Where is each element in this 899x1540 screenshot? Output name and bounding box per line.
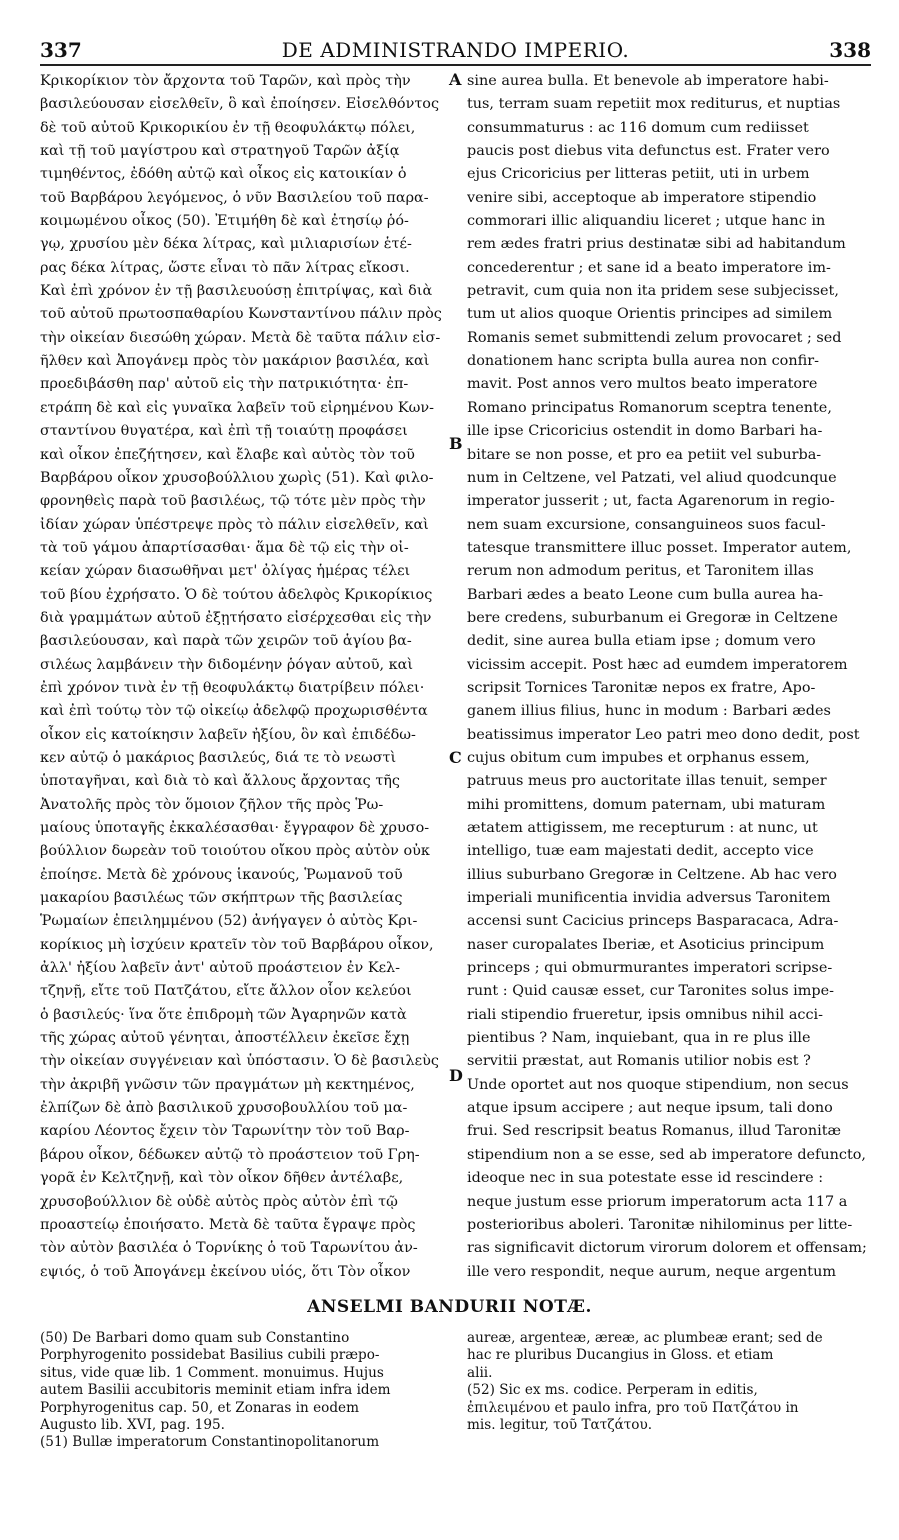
greek-text-column bbox=[40, 70, 448, 1284]
latin-text-line: ætatem attigissem, me recepturum : at nunc, ut bbox=[467, 820, 818, 836]
latin-text-line: bitare se non posse, et pro ea petiit vel suburba- bbox=[467, 446, 822, 463]
latin-text-line: tum ut alios quoque Orientis principes ad similem bbox=[467, 306, 833, 323]
latin-text-line: scripsit Tornices Taronitæ nepos ex fratre, Apo- bbox=[467, 679, 816, 696]
latin-text-line: Unde oportet aut nos quoque stipendium, non secus bbox=[467, 1076, 849, 1093]
greek-text-line: σταντίνου θυγατέρα, καὶ ἐπὶ τῇ τοιαύτῃ προφάσει bbox=[40, 423, 408, 440]
greek-text-line: βάρου οἶκον, δέδωκεν αὐτῷ τὸ προάστειον τοῦ Γρη- bbox=[40, 1146, 420, 1163]
running-header bbox=[40, 38, 871, 66]
greek-text-line: ρας δέκα λίτρας, ὥστε εἶναι τὸ πᾶν λίτρας εἴκοσι. bbox=[40, 259, 410, 276]
footnotes-left-column bbox=[40, 1330, 452, 1452]
footnote-line: (51) Bullæ imperatorum Constantinopolitanorum bbox=[40, 1434, 380, 1451]
greek-text-line: βασιλεύουσαν εἰσελθεῖν, ὃ καὶ ἐποίησεν. Εἰσελθόντος bbox=[40, 96, 440, 113]
greek-text-line: διὰ γραμμάτων αὐτοῦ ἐξῃτήσατο εἰσέρχεσθαι εἰς τὴν bbox=[40, 609, 432, 626]
greek-text-line: καὶ τῇ τοῦ μαγίστρου καὶ στρατηγοῦ Ταρῶν ἀξίᾳ bbox=[40, 143, 400, 160]
latin-text-line: paucis post diebus vita defunctus est. Frater vero bbox=[467, 143, 830, 160]
greek-text-line: ἐλπίζων δὲ ἀπὸ βασιλικοῦ χρυσοβουλλίου τοῦ μα- bbox=[40, 1100, 408, 1117]
latin-text-line: tatesque transmittere illuc posset. Imperator autem, bbox=[467, 539, 852, 556]
greek-text-line: σιλέως λαμβάνειν τὴν διδομένην ῥόγαν αὐτοῦ, καὶ bbox=[40, 656, 413, 673]
greek-text-line: προαστείῳ ἐποιήσατο. Μετὰ δὲ ταῦτα ἔγραψε πρὸς bbox=[40, 1216, 416, 1233]
footnote-line: mis. legitur, τοῦ Τατζάτου. bbox=[467, 1417, 653, 1434]
latin-text-line: petravit, cum quia non ita pridem sese subjecisset, bbox=[467, 283, 839, 300]
margin-marker-a: A bbox=[449, 70, 462, 89]
footnote-line: Augusto lib. XVI, pag. 195. bbox=[40, 1417, 225, 1434]
greek-text-line: τοῦ βίου ἐχρήσατο. Ὁ δὲ τούτου ἀδελφὸς Κρικορίκιος bbox=[40, 586, 433, 603]
latin-text-line: mihi promittens, domum paternam, ubi maturam bbox=[467, 796, 826, 813]
greek-text-line: ἰδίαν χώραν ὑπέστρεψε πρὸς τὸ πάλιν εἰσελθεῖν, καὶ bbox=[40, 516, 429, 533]
greek-text-line: γορᾶ ἐν Κελτζηνῇ, καὶ τὸν οἶκον δῆθεν ἀντέλαβε, bbox=[40, 1170, 404, 1187]
latin-text-line: venire sibi, acceptoque ab imperatore stipendio bbox=[467, 189, 817, 206]
greek-text-line: ὁ βασιλεύς· ἵνα ὅτε ἐπιδρομὴ τῶν Ἀγαρηνῶν κατὰ bbox=[40, 1006, 407, 1023]
greek-text-line: τὴν ἀκριβῆ γνῶσιν τῶν πραγμάτων μὴ κεκτημένος, bbox=[40, 1076, 415, 1093]
latin-text-line: ejus Cricoricius per litteras petiit, uti in urbem bbox=[467, 166, 810, 183]
latin-text-line: rerum non admodum peritus, et Taronitem illas bbox=[467, 563, 814, 580]
latin-text-line: naser curopalates Iberiæ, et Asoticius principum bbox=[467, 936, 825, 953]
greek-text-line: εψιός, ὁ τοῦ Ἀπογάνεμ ἐκείνου υἱός, ὅτι Τὸν οἶκον bbox=[40, 1263, 411, 1280]
footnote-line: hac re pluribus Ducangius in Gloss. et etiam bbox=[467, 1347, 774, 1364]
greek-text-line: κεν αὐτῷ ὁ μακάριος βασιλεύς, διά τε τὸ νεωστὶ bbox=[40, 749, 397, 766]
latin-text-line: mavit. Post annos vero multos beato imperatore bbox=[467, 376, 818, 393]
latin-text-line: ras significavit dictorum virorum dolorem et offensam; bbox=[467, 1240, 867, 1257]
latin-text-line: ganem illius filius, hunc in modum : Barbari ædes bbox=[467, 703, 831, 720]
latin-text-line: neque justum esse priorum imperatorum acta 117 a bbox=[467, 1193, 848, 1210]
greek-text-line: κορίκιος μὴ ἰσχύειν κρατεῖν τὸν τοῦ Βαρβάρου οἶκον, bbox=[40, 936, 434, 953]
latin-text-line: patruus meus pro auctoritate illas tenuit, semper bbox=[467, 773, 827, 790]
latin-text-line: imperiali munificentia invidia adversus Taronitem bbox=[467, 890, 831, 907]
latin-text-line: stipendium non a se esse, sed ab imperatore defuncto, bbox=[467, 1146, 867, 1163]
greek-text-line: βούλλιον δωρεὰν τοῦ τοιούτου οἴκου πρὸς αὐτὸν οὐκ bbox=[40, 843, 430, 860]
latin-text-line: donationem hanc scripta bulla aurea non confir- bbox=[467, 353, 819, 370]
latin-text-line: commorari illic aliquandiu liceret ; utque hanc in bbox=[467, 213, 826, 230]
greek-text-line: χρυσοβούλλιον δὲ οὐδὲ αὐτὸς πρὸς αὐτὸν ἐπὶ τῷ bbox=[40, 1193, 398, 1210]
latin-text-line: rem ædes fratri prius destinatæ sibi ad habitandum bbox=[467, 236, 846, 253]
greek-text-line: τῆς χώρας αὐτοῦ γένηται, ἀποστέλλειν ἐκεῖσε ἔχῃ bbox=[40, 1030, 410, 1047]
greek-text-line: Καὶ ἐπὶ χρόνον ἐν τῇ βασιλευούσῃ ἐπιτρίψας, καὶ διὰ bbox=[40, 283, 433, 300]
header-rule bbox=[40, 64, 871, 66]
greek-text-line: ἐποίησε. Μετὰ δὲ χρόνους ἱκανούς, Ῥωμανοῦ τοῦ bbox=[40, 866, 403, 883]
latin-text-line: ideoque nec in sua potestate esse id rescindere : bbox=[467, 1170, 824, 1187]
greek-text-line: τοῦ Βαρβάρου λεγόμενος, ὁ νῦν Βασιλείου τοῦ παρα- bbox=[40, 189, 429, 206]
latin-text-line: Barbari ædes a beato Leone cum bulla aurea ha- bbox=[467, 586, 824, 603]
footnote-line: ἐπιλειμένου et paulo infra, pro τοῦ Πατζάτου in bbox=[467, 1399, 799, 1416]
latin-text-line: riali stipendio frueretur, ipsis omnibus nihil acci- bbox=[467, 1006, 824, 1023]
latin-text-line: tus, terram suam repetiit mox rediturus, et nuptias bbox=[467, 96, 841, 113]
latin-text-line: cujus obitum cum impubes et orphanus essem, bbox=[467, 749, 810, 766]
latin-text-line: bere credens, suburbanum ei Gregoræ in Celtzene bbox=[467, 609, 838, 626]
footnotes-right-column bbox=[467, 1330, 867, 1434]
margin-marker-d: D bbox=[449, 1066, 463, 1085]
greek-text-line: Ῥωμαίων ἐπειλημμένου (52) ἀνήγαγεν ὁ αὐτὸς Κρι- bbox=[40, 913, 418, 930]
margin-marker-b: B bbox=[449, 434, 463, 453]
latin-text-line: pientibus ? Nam, inquiebant, qua in re plus ille bbox=[467, 1030, 811, 1047]
greek-text-line: ἀλλ' ἠξίου λαβεῖν ἀντ' αὐτοῦ προάστειον ἐν Κελ- bbox=[40, 960, 401, 977]
latin-text-line: imperator jusserit ; ut, facta Agarenorum in regio- bbox=[467, 493, 835, 510]
greek-text-line: ῆλθεν καὶ Ἀπογάνεμ πρὸς τὸν μακάριον βασιλέα, καὶ bbox=[40, 353, 430, 370]
greek-text-line: Βαρβάρου οἶκον χρυσοβούλλιου χωρὶς (51). Καὶ φιλο- bbox=[40, 469, 434, 486]
latin-text-line: posterioribus aboleri. Taronitæ nihilominus per litte- bbox=[467, 1216, 853, 1233]
greek-text-line: τὰ τοῦ γάμου ἀπαρτίσασθαι· ἅμα δὲ τῷ εἰς τὴν οἰ- bbox=[40, 539, 409, 556]
greek-text-line: τὴν οἰκείαν διεσώθη χώραν. Μετὰ δὲ ταῦτα πάλιν εἰσ- bbox=[40, 329, 441, 346]
latin-text-line: illius suburbano Gregoræ in Celtzene. Ab hac vero bbox=[467, 866, 837, 883]
latin-text-line: beatissimus imperator Leo patri meo dono dedit, post bbox=[467, 726, 860, 743]
latin-text-line: Romanis semet submittendi zelum provocaret ; sed bbox=[467, 329, 842, 346]
footnote-line: (50) De Barbari domo quam sub Constantino bbox=[40, 1330, 350, 1346]
greek-text-line: τιμηθέντος, ἐδόθη αὐτῷ καὶ οἶκος εἰς κατοικίαν ὁ bbox=[40, 166, 407, 183]
greek-text-line: μαίους ὑποταγῆς ἐκκαλέσασθαι· ἔγγραφον δὲ χρυσο- bbox=[40, 820, 430, 836]
latin-text-line: servitii præstat, aut Romanis utilior nobis est ? bbox=[467, 1053, 811, 1070]
greek-text-line: τζηνῇ, εἴτε τοῦ Πατζάτου, εἴτε ἄλλον οἷον κελεύοι bbox=[40, 983, 412, 1000]
latin-text-column bbox=[467, 70, 867, 1284]
latin-text-line: princeps ; qui obmurmurantes imperatori scripse- bbox=[467, 960, 833, 977]
greek-text-line: τὸν αὐτὸν βασιλέα ὁ Τορνίκης ὁ τοῦ Ταρωνίτου ἀν- bbox=[40, 1240, 418, 1257]
footnote-line: Porphyrogenito possidebat Basilius cubili præpo- bbox=[40, 1347, 380, 1364]
greek-text-line: ὑποταγῆναι, καὶ διὰ τὸ καὶ ἄλλους ἄρχοντας τῆς bbox=[40, 773, 400, 790]
greek-text-line: καρίου Λέοντος ἔχειν τὸν Ταρωνίτην τὸν τοῦ Βαρ- bbox=[40, 1123, 410, 1140]
latin-text-line: ille vero respondit, neque aurum, neque argentum bbox=[467, 1263, 836, 1280]
latin-text-line: frui. Sed rescripsit beatus Romanus, illud Taronitæ bbox=[467, 1123, 842, 1140]
footnote-line: aureæ, argenteæ, æreæ, ac plumbeæ erant; sed de bbox=[467, 1330, 823, 1346]
latin-text-line: nem suam excursione, consanguineos suos facul- bbox=[467, 516, 826, 533]
latin-text-line: consummaturus : ac 116 domum cum rediisset bbox=[467, 119, 809, 136]
greek-text-line: Κρικορίκιον τὸν ἄρχοντα τοῦ Ταρῶν, καὶ πρὸς τὴν bbox=[40, 73, 411, 89]
greek-text-line: βασιλεύουσαν, καὶ παρὰ τῶν χειρῶν τοῦ ἁγίου βα- bbox=[40, 633, 412, 650]
page-number-left: 337 bbox=[40, 38, 82, 62]
greek-text-line: καὶ οἶκον ἐπεζήτησεν, καὶ ἔλαβε καὶ αὐτὸς τὸν τοῦ bbox=[40, 446, 415, 463]
page-title: DE ADMINISTRANDO IMPERIO. bbox=[281, 38, 630, 62]
footnote-line: (52) Sic ex ms. codice. Perperam in editis, bbox=[467, 1382, 758, 1399]
notes-heading: ANSELMI BANDURII NOTÆ. bbox=[307, 1297, 592, 1317]
greek-text-line: ετράπη δὲ καὶ εἰς γυναῖκα λαβεῖν τοῦ εἰρημένου Κων- bbox=[40, 399, 434, 416]
latin-text-line: Romano principatus Romanorum sceptra tenente, bbox=[467, 399, 832, 416]
latin-text-line: intelligo, tuæ eam majestati dedit, accepto vice bbox=[467, 843, 814, 860]
latin-text-line: concederentur ; et sane id a beato imperatore im- bbox=[467, 259, 831, 276]
greek-text-line: τοῦ αὐτοῦ πρωτοσπαθαρίου Κωνσταντίνου πάλιν πρὸς bbox=[40, 306, 442, 323]
footnote-line: alii. bbox=[467, 1364, 493, 1381]
greek-text-line: προεδιβάσθη παρ' αὐτοῦ εἰς τὴν πατρικιότητα· ἐπ- bbox=[40, 376, 409, 393]
latin-text-line: atque ipsum accipere ; aut neque ipsum, tali dono bbox=[467, 1100, 833, 1117]
greek-text-line: φρονηθεὶς παρὰ τοῦ βασιλέως, τῷ τότε μὲν πρὸς τὴν bbox=[40, 493, 426, 510]
greek-text-line: γῳ, χρυσίου μὲν δέκα λίτρας, καὶ μιλιαρισίων ἑτέ- bbox=[40, 236, 412, 253]
greek-text-line: κοιμωμένου οἶκος (50). Ἐτιμήθη δὲ καὶ ἐτησίῳ ῥό- bbox=[40, 213, 409, 230]
greek-text-line: Ἀνατολῆς πρὸς τὸν ὅμοιον ζῆλον τῆς πρὸς Ῥω- bbox=[40, 796, 384, 813]
greek-text-line: μακαρίου βασιλέως τῶν σκήπτρων τῆς βασιλείας bbox=[40, 890, 403, 907]
greek-text-line: δὲ τοῦ αὐτοῦ Κρικορικίου ἐν τῇ θεοφυλάκτῳ πόλει, bbox=[40, 119, 416, 136]
footnote-line: situs, vide quæ lib. 1 Comment. monuimus. Hujus bbox=[40, 1364, 384, 1381]
latin-text-line: num in Celtzene, vel Patzati, vel aliud quodcunque bbox=[467, 469, 837, 486]
greek-text-line: οἶκον εἰς κατοίκησιν λαβεῖν ἠξίου, ὃν καὶ ἐπιδέδω- bbox=[40, 726, 416, 743]
latin-text-line: sine aurea bulla. Et benevole ab imperatore habi- bbox=[467, 73, 829, 89]
footnote-line: autem Basilii accubitoris meminit etiam infra idem bbox=[40, 1382, 391, 1399]
latin-text-line: dedit, sine aurea bulla etiam ipse ; domum vero bbox=[467, 633, 816, 650]
footnote-line: Porphyrogenitus cap. 50, et Zonaras in eodem bbox=[40, 1399, 359, 1416]
greek-text-line: κείαν χώραν διασωθῆναι μετ' ὀλίγας ἡμέρας τέλει bbox=[40, 563, 411, 580]
margin-marker-c: C bbox=[449, 748, 462, 767]
latin-text-line: vicissim accepit. Post hæc ad eumdem imperatorem bbox=[467, 656, 848, 673]
greek-text-line: ἐπὶ χρόνον τινὰ ἐν τῇ θεοφυλάκτῳ διατρίβειν πόλει· bbox=[40, 679, 425, 696]
latin-text-line: accensi sunt Cacicius princeps Basparacaca, Adra- bbox=[467, 913, 839, 930]
page-number-right: 338 bbox=[829, 38, 871, 62]
greek-text-line: καὶ ἐπὶ τούτῳ τὸν τῷ οἰκείῳ ἀδελφῷ προχωρισθέντα bbox=[40, 703, 428, 720]
latin-text-line: runt : Quid causæ esset, cur Taronites solus impe- bbox=[467, 983, 835, 1000]
latin-text-line: ille ipse Cricoricius ostendit in domo Barbari ha- bbox=[467, 423, 823, 440]
greek-text-line: τὴν οἰκείαν συγγένειαν καὶ ὑπόστασιν. Ὁ δὲ βασιλεὺς bbox=[40, 1053, 439, 1070]
